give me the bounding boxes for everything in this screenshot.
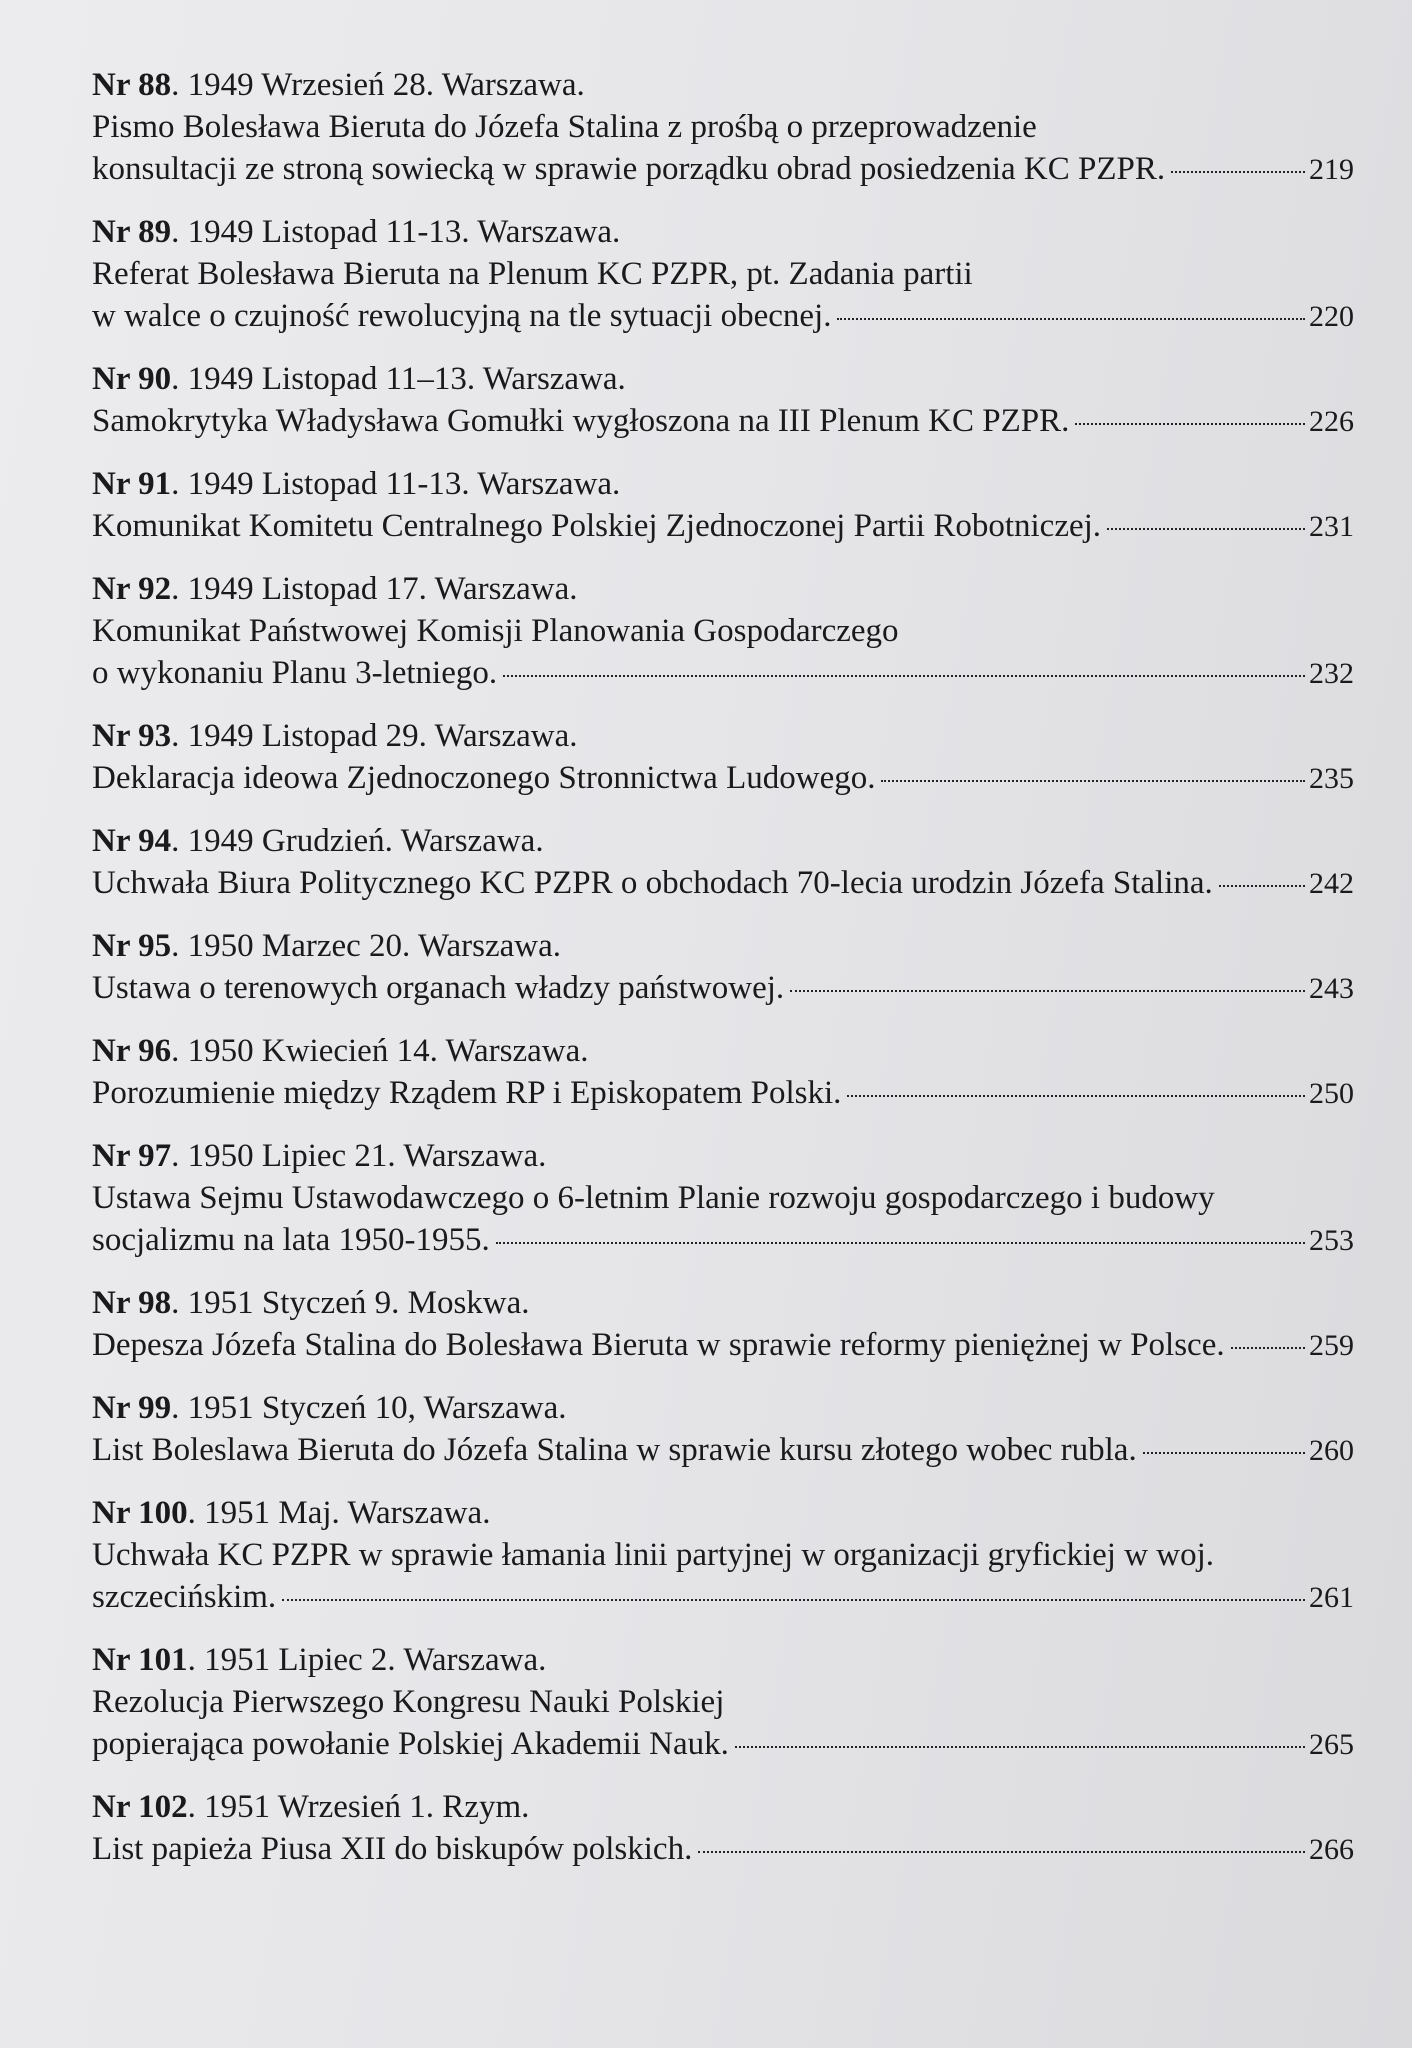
entry-title-text: Deklaracja ideowa Zjednoczonego Stronnictwa Ludowego.: [92, 760, 876, 796]
entry-number: Nr 99: [92, 1390, 172, 1426]
toc-entry: [92, 1030, 1354, 1115]
page-number: 266: [1309, 1833, 1354, 1866]
entry-title-text: List papieża Piusa XII do biskupów polskich.: [92, 1831, 693, 1867]
entry-title-last-line: [92, 652, 1354, 695]
entry-title: [92, 1429, 1354, 1472]
entry-number: Nr 98: [92, 1285, 172, 1321]
entry-header: [92, 1135, 1354, 1177]
entry-date-place: . 1951 Styczeń 9. Moskwa.: [171, 1285, 530, 1321]
entry-header: [92, 1282, 1354, 1324]
entry-title: [92, 1324, 1354, 1367]
dot-leader: [698, 1851, 1305, 1853]
entry-header: [92, 463, 1354, 505]
dot-leader: [790, 990, 1305, 992]
toc-entry: [92, 925, 1354, 1010]
toc-entry: [92, 1786, 1354, 1871]
entry-title-text: konsultacji ze stroną sowiecką w sprawie porządku obrad posiedzenia KC PZPR.: [92, 151, 1166, 187]
toc-entry: [92, 1387, 1354, 1472]
dot-leader: [837, 318, 1305, 320]
entry-title: [92, 1177, 1354, 1262]
dot-leader: [503, 675, 1305, 677]
toc-entry: [92, 1492, 1354, 1619]
page-number: 231: [1309, 510, 1354, 543]
entry-title: [92, 862, 1354, 905]
entry-title-last-line: [92, 1072, 1354, 1115]
toc-entry: [92, 1135, 1354, 1262]
entry-date-place: . 1951 Maj. Warszawa.: [187, 1495, 491, 1531]
entry-header: [92, 1786, 1354, 1828]
entry-header: [92, 1030, 1354, 1072]
entry-number: Nr 97: [92, 1138, 172, 1174]
entry-date-place: . 1950 Kwiecień 14. Warszawa.: [171, 1033, 589, 1069]
entry-header: [92, 715, 1354, 757]
entry-date-place: . 1951 Styczeń 10, Warszawa.: [171, 1390, 567, 1426]
entry-title-last-line: [92, 1723, 1354, 1766]
dot-leader: [881, 780, 1305, 782]
entry-title-text: socjalizmu na lata 1950-1955.: [92, 1222, 490, 1258]
dot-leader: [1219, 885, 1305, 887]
entry-header: [92, 358, 1354, 400]
entry-title-line: Uchwała KC PZPR w sprawie łamania linii partyjnej w organizacji gryfickiej w woj.: [92, 1537, 1215, 1573]
entry-number: Nr 93: [92, 718, 172, 754]
entry-title-last-line: [92, 1324, 1354, 1367]
entry-title: [92, 757, 1354, 800]
page-number: 260: [1309, 1434, 1354, 1467]
toc-entry: [92, 715, 1354, 800]
entry-title-text: popierająca powołanie Polskiej Akademii Nauk.: [92, 1726, 729, 1762]
entry-header: [92, 1639, 1354, 1681]
entry-title-text: Samokrytyka Władysława Gomułki wygłoszona na III Plenum KC PZPR.: [92, 403, 1070, 439]
entry-title: [92, 967, 1354, 1010]
dot-leader: [735, 1746, 1305, 1748]
page-number: 226: [1309, 405, 1354, 438]
page-number: 220: [1309, 300, 1354, 333]
entry-header: [92, 1387, 1354, 1429]
page-number: 261: [1309, 1581, 1354, 1614]
entry-header: [92, 64, 1354, 106]
entry-number: Nr 90: [92, 361, 172, 397]
dot-leader: [496, 1242, 1305, 1244]
dot-leader: [282, 1599, 1305, 1601]
entry-date-place: . 1949 Listopad 11-13. Warszawa.: [171, 214, 621, 250]
entry-title: [92, 253, 1354, 338]
dot-leader: [1143, 1452, 1305, 1454]
entry-title-last-line: [92, 505, 1354, 548]
entry-title-line: Ustawa Sejmu Ustawodawczego o 6-letnim Planie rozwoju gospodarczego i budowy: [92, 1180, 1215, 1216]
entry-title: [92, 1681, 1354, 1766]
toc-entry: [92, 211, 1354, 338]
entry-header: [92, 1492, 1354, 1534]
entry-date-place: . 1951 Wrzesień 1. Rzym.: [187, 1789, 530, 1825]
entry-title-text: Porozumienie między Rządem RP i Episkopatem Polski.: [92, 1075, 842, 1111]
entry-title-last-line: [92, 295, 1354, 338]
entry-number: Nr 91: [92, 466, 172, 502]
entry-title-text: w walce o czujność rewolucyjną na tle sytuacji obecnej.: [92, 298, 832, 334]
dot-leader: [1231, 1347, 1305, 1349]
dot-leader: [1075, 423, 1305, 425]
toc-entry: [92, 1639, 1354, 1766]
entry-title-text: List Boleslawa Bieruta do Józefa Stalina w sprawie kursu złotego wobec rubla.: [92, 1432, 1137, 1468]
entry-title-last-line: [92, 967, 1354, 1010]
entry-title-last-line: [92, 1429, 1354, 1472]
entry-title-text: Komunikat Komitetu Centralnego Polskiej Zjednoczonej Partii Robotniczej.: [92, 508, 1102, 544]
entry-title: [92, 610, 1354, 695]
entry-number: Nr 94: [92, 823, 172, 859]
entry-date-place: . 1949 Listopad 11-13. Warszawa.: [171, 466, 621, 502]
entry-title: [92, 505, 1354, 548]
entry-title-last-line: [92, 862, 1354, 905]
dot-leader: [847, 1095, 1305, 1097]
page-number: 243: [1309, 972, 1354, 1005]
table-of-contents: [92, 64, 1354, 1891]
entry-date-place: . 1949 Listopad 29. Warszawa.: [171, 718, 578, 754]
page-number: 253: [1309, 1224, 1354, 1257]
entry-number: Nr 88: [92, 67, 172, 103]
toc-entry: [92, 568, 1354, 695]
page-number: 265: [1309, 1728, 1354, 1761]
entry-title-line: Referat Bolesława Bieruta na Plenum KC PZPR, pt. Zadania partii: [92, 256, 973, 292]
entry-title-last-line: [92, 400, 1354, 443]
page-number: 232: [1309, 657, 1354, 690]
entry-header: [92, 211, 1354, 253]
entry-date-place: . 1951 Lipiec 2. Warszawa.: [187, 1642, 547, 1678]
entry-header: [92, 925, 1354, 967]
entry-title-last-line: [92, 148, 1354, 191]
entry-title: [92, 1534, 1354, 1619]
entry-date-place: . 1949 Listopad 11–13. Warszawa.: [171, 361, 626, 397]
dot-leader: [1107, 528, 1305, 530]
entry-title-text: o wykonaniu Planu 3-letniego.: [92, 655, 498, 691]
entry-title: [92, 1828, 1354, 1871]
entry-title: [92, 106, 1354, 191]
entry-title-last-line: [92, 1576, 1354, 1619]
dot-leader: [1171, 171, 1305, 173]
entry-number: Nr 101: [92, 1642, 188, 1678]
entry-title: [92, 1072, 1354, 1115]
entry-date-place: . 1949 Grudzień. Warszawa.: [171, 823, 544, 859]
entry-title-line: Komunikat Państwowej Komisji Planowania Gospodarczego: [92, 613, 899, 649]
entry-header: [92, 568, 1354, 610]
entry-title-text: Ustawa o terenowych organach władzy państwowej.: [92, 970, 785, 1006]
entry-number: Nr 89: [92, 214, 172, 250]
entry-date-place: . 1949 Wrzesień 28. Warszawa.: [171, 67, 585, 103]
toc-entry: [92, 358, 1354, 443]
page-number: 235: [1309, 762, 1354, 795]
entry-title-text: szczecińskim.: [92, 1579, 277, 1615]
entry-date-place: . 1950 Lipiec 21. Warszawa.: [171, 1138, 547, 1174]
toc-entry: [92, 64, 1354, 191]
entry-title-line: Pismo Bolesława Bieruta do Józefa Stalina z prośbą o przeprowadzenie: [92, 109, 1037, 145]
entry-title: [92, 400, 1354, 443]
page-number: 242: [1309, 867, 1354, 900]
entry-number: Nr 102: [92, 1789, 188, 1825]
entry-title-last-line: [92, 757, 1354, 800]
entry-title-text: Depesza Józefa Stalina do Bolesława Bieruta w sprawie reformy pieniężnej w Polsce.: [92, 1327, 1225, 1363]
entry-header: [92, 820, 1354, 862]
page-number: 259: [1309, 1329, 1354, 1362]
entry-date-place: . 1950 Marzec 20. Warszawa.: [171, 928, 561, 964]
entry-title-last-line: [92, 1219, 1354, 1262]
toc-entry: [92, 1282, 1354, 1367]
page-number: 250: [1309, 1077, 1354, 1110]
entry-number: Nr 92: [92, 571, 172, 607]
entry-number: Nr 100: [92, 1495, 188, 1531]
entry-title-text: Uchwała Biura Politycznego KC PZPR o obchodach 70-lecia urodzin Józefa Stalina.: [92, 865, 1213, 901]
page-number: 219: [1309, 153, 1354, 186]
entry-number: Nr 96: [92, 1033, 172, 1069]
entry-number: Nr 95: [92, 928, 172, 964]
toc-entry: [92, 820, 1354, 905]
entry-title-last-line: [92, 1828, 1354, 1871]
entry-date-place: . 1949 Listopad 17. Warszawa.: [171, 571, 578, 607]
entry-title-line: Rezolucja Pierwszego Kongresu Nauki Polskiej: [92, 1684, 725, 1720]
toc-entry: [92, 463, 1354, 548]
